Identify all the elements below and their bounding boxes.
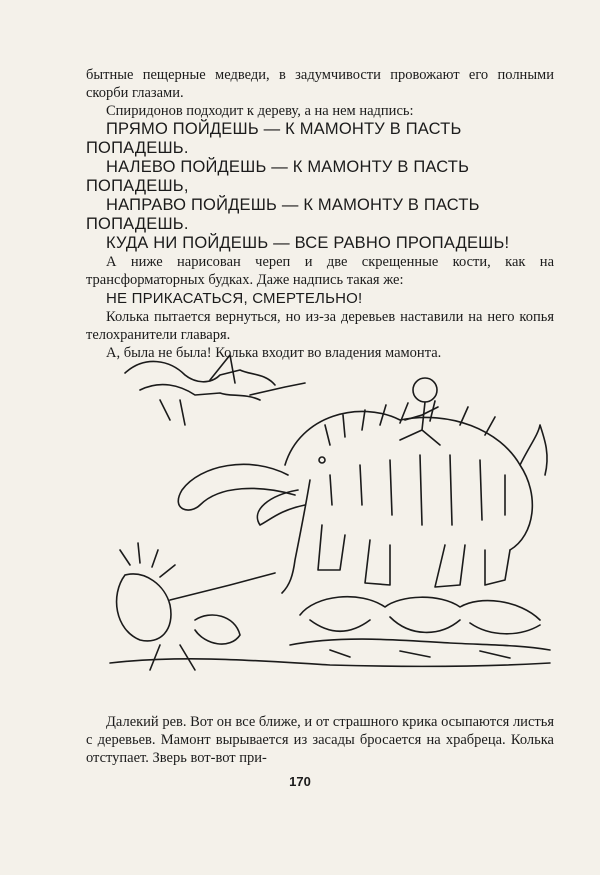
paragraph-roar: Далекий рев. Вот он все ближе, и от страшного крика осыпаются листья с деревьев. Мамонт вырывается из засады бросается на храбреца. Колька отступает. Зверь вот-вот при- xyxy=(86,714,554,766)
mammoth-drawing xyxy=(100,345,555,680)
inscription-line-1: ПРЯМО ПОЙДЕШЬ — К МАМОНТУ В ПАСТЬ ПОПАДЕШЬ. xyxy=(86,120,462,157)
warning-line: НЕ ПРИКАСАТЬСЯ, СМЕРТЕЛЬНО! xyxy=(106,290,363,307)
paragraph-continued: бытные пещерные медведи, в задумчивости провожают его полными скорби глазами. xyxy=(86,67,554,101)
mammoth-figure xyxy=(178,401,547,593)
paragraph-tree: Спиридонов подходит к дереву, а на нем надпись: xyxy=(106,103,414,119)
mammoth-illustration xyxy=(100,345,555,680)
page-number: 170 xyxy=(289,774,311,789)
top-text xyxy=(86,66,554,362)
bottom-text xyxy=(86,713,554,767)
paragraph-enter: А, была не была! Колька входит во владения мамонта. xyxy=(106,345,442,361)
pterodactyl-figure xyxy=(125,355,305,425)
inscription-line-4: КУДА НИ ПОЙДЕШЬ — ВСЕ РАВНО ПРОПАДЕШЬ! xyxy=(106,234,510,252)
paragraph-spears: Колька пытается вернуться, но из-за деревьев наставили на него копья телохранители главаря. xyxy=(86,309,554,343)
boy-figure xyxy=(400,378,440,445)
caveman-figure xyxy=(117,543,275,670)
rocks-ground xyxy=(110,597,550,667)
inscription-line-2: НАЛЕВО ПОЙДЕШЬ — К МАМОНТУ В ПАСТЬ ПОПАДЕШЬ, xyxy=(86,158,470,195)
paragraph-skull: А ниже нарисован череп и две скрещенные кости, как на трансформаторных будках. Даже надпись такая же: xyxy=(86,254,554,288)
inscription-line-3: НАПРАВО ПОЙДЕШЬ — К МАМОНТУ В ПАСТЬ ПОПАДЕШЬ. xyxy=(86,196,480,233)
